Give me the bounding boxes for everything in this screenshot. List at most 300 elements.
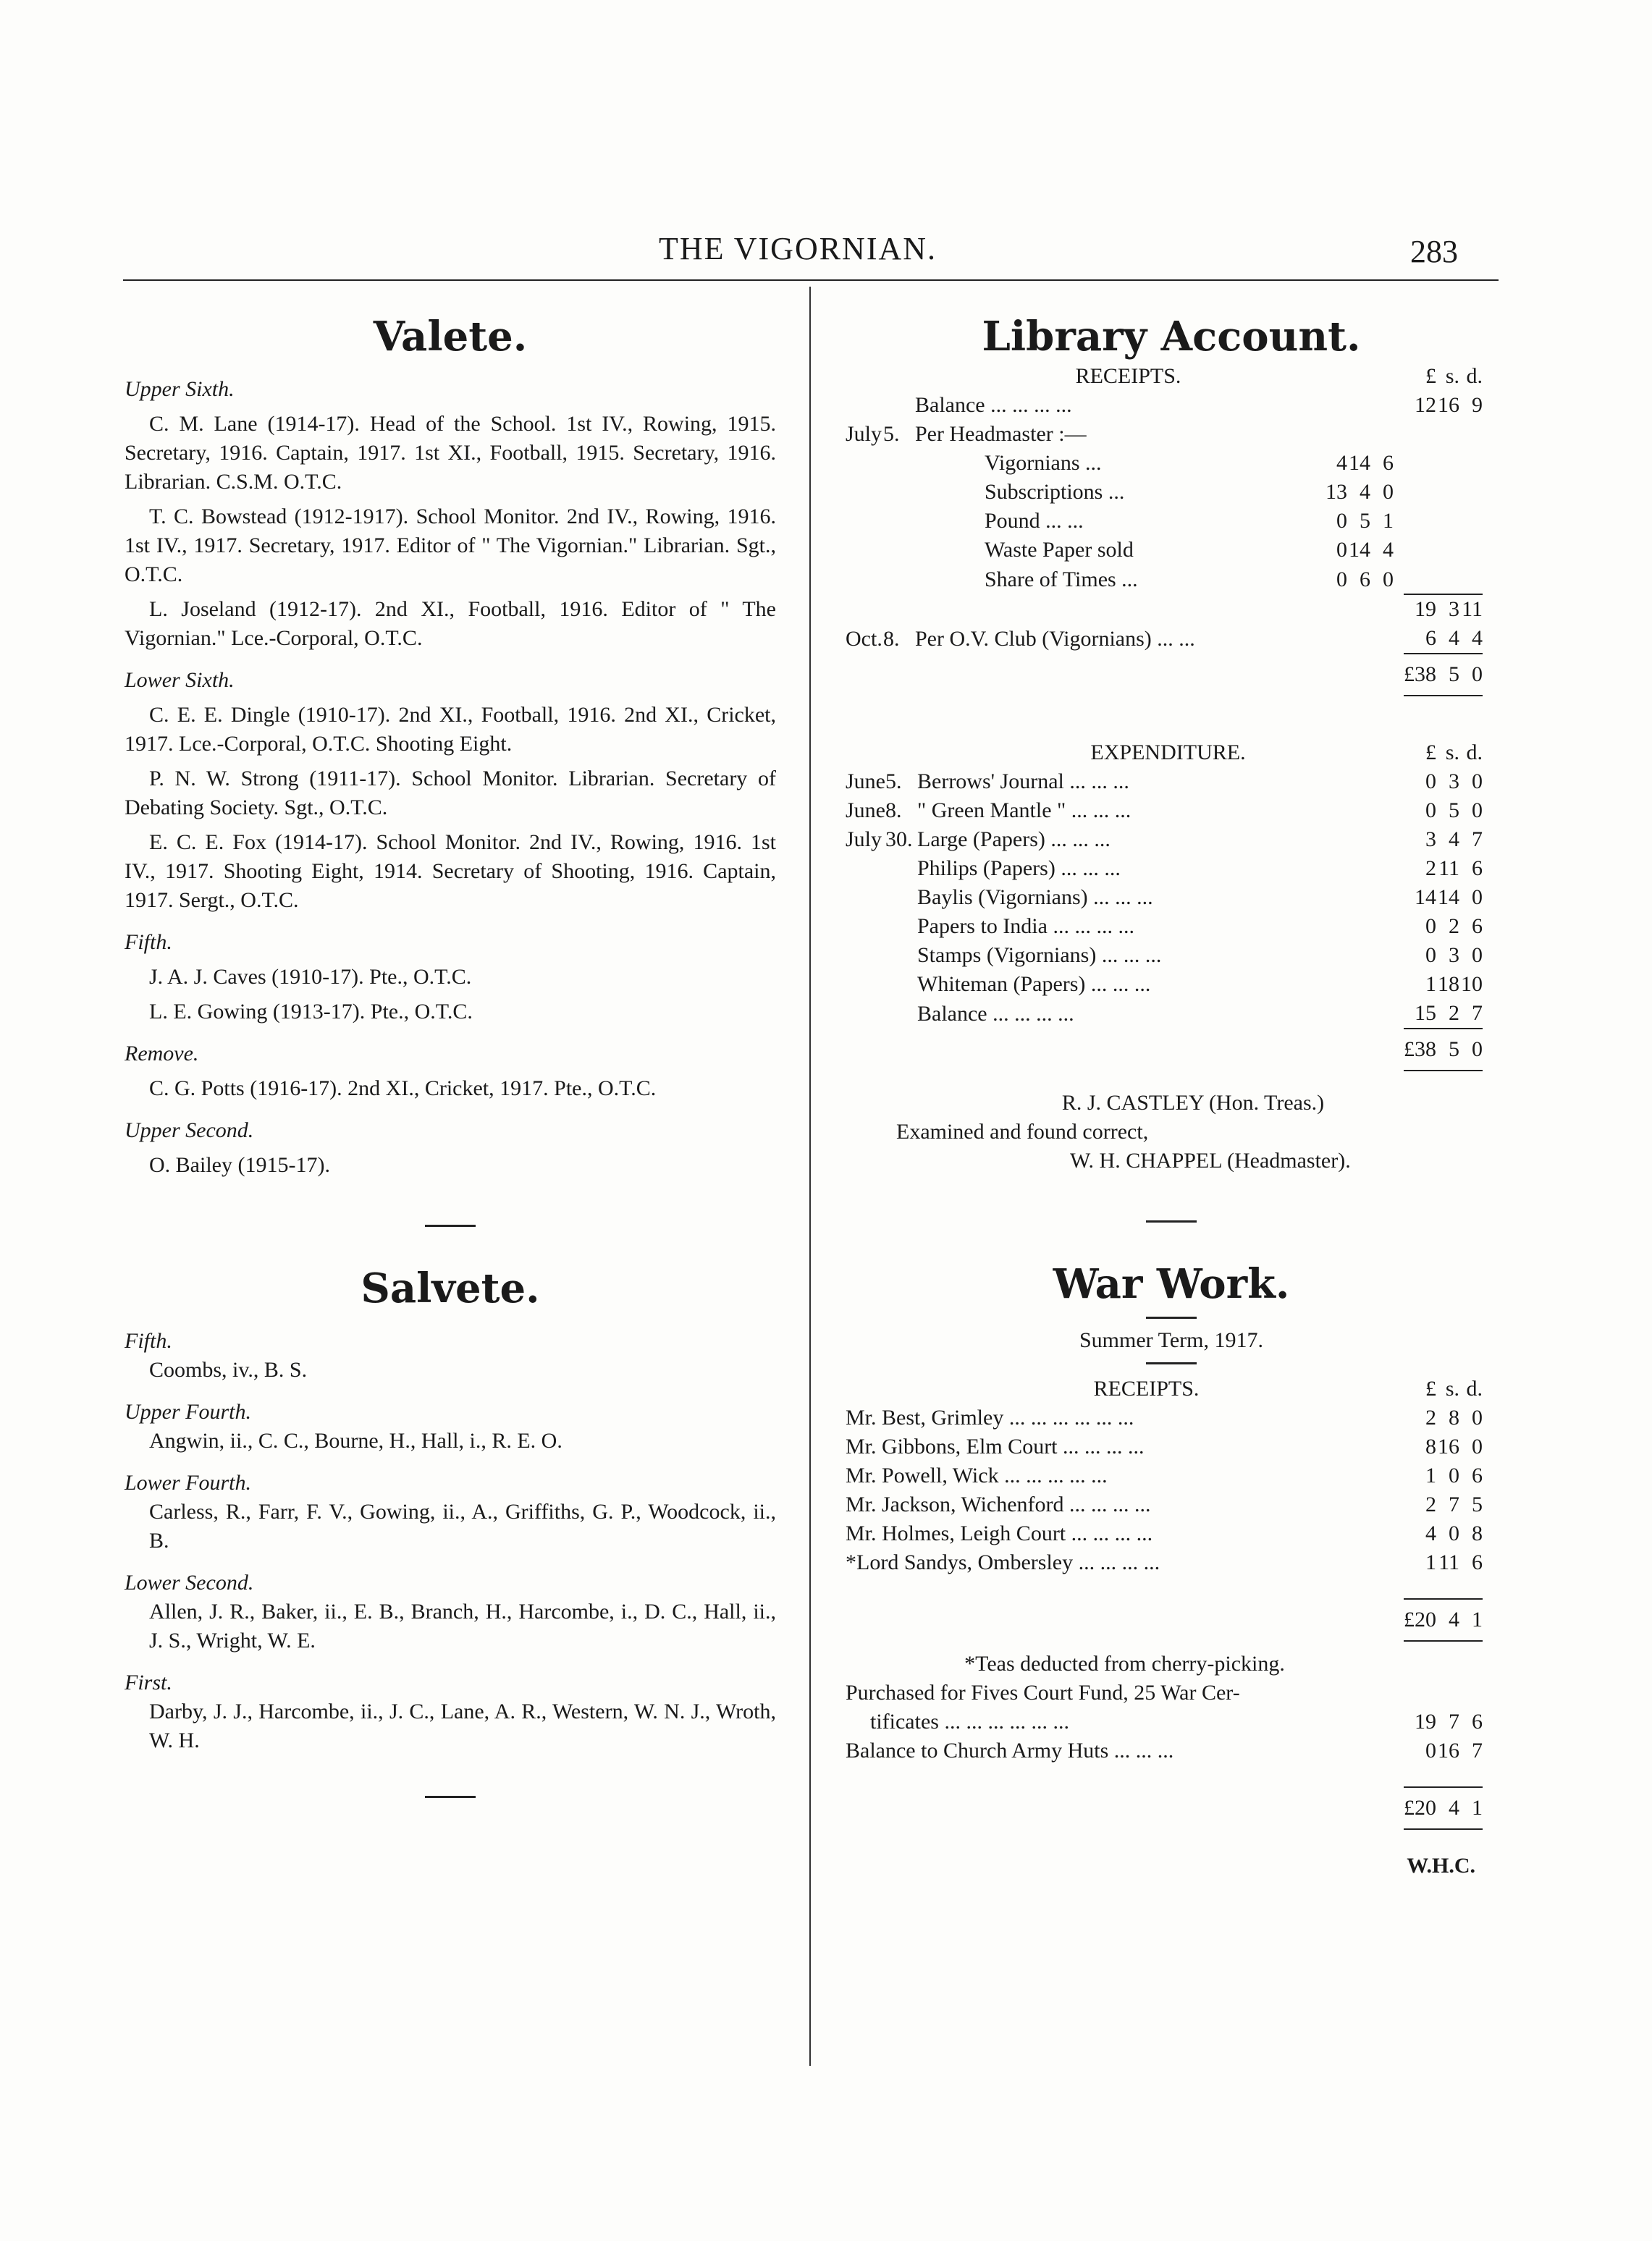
- amount-shillings: 3: [1449, 943, 1459, 967]
- purchase-label: Purchased for Fives Court Fund, 25 War Cer-: [846, 1681, 1240, 1705]
- receipt-row: [846, 449, 1483, 478]
- total-pounds: £38: [1404, 1029, 1436, 1071]
- valete-entry: C. M. Lane (1914-17). Head of the School. 1st IV., Rowing, 1915. Secretary, 1916. Captain, 1917. 1st XI., Football, 1915. Secretary, 1916. Librarian. C.S.M. O.T.C.: [125, 412, 776, 494]
- entry-day: [883, 391, 915, 420]
- receipt-row: [846, 420, 1483, 449]
- entry-month: July: [846, 827, 882, 851]
- amount-pounds: [1404, 478, 1436, 507]
- salvete-names: Coombs, iv., B. S.: [149, 1358, 308, 1382]
- sub-pounds: 0: [1336, 538, 1347, 562]
- entry-label: Philips (Papers) ... ... ...: [917, 856, 1121, 880]
- amount-shillings: 4: [1449, 626, 1459, 650]
- entry-day: 5.: [883, 422, 900, 446]
- expenditure-row: [846, 999, 1483, 1029]
- running-title: THE VIGORNIAN.: [659, 231, 937, 266]
- receipts-label: RECEIPTS.: [1093, 1377, 1200, 1401]
- expenditure-row: [846, 796, 1483, 825]
- receipt-row: [846, 565, 1483, 594]
- valete-entry: C. G. Potts (1916-17). 2nd XI., Cricket, 1917. Pte., O.T.C.: [149, 1076, 657, 1100]
- amount-shillings: [1436, 507, 1459, 536]
- entry-label: Balance ... ... ... ...: [915, 393, 1072, 417]
- entry-month: [846, 970, 885, 999]
- expenditure-row: [846, 941, 1483, 970]
- spacer: [846, 1599, 1404, 1641]
- amount-pounds: 0: [1425, 1739, 1436, 1763]
- spacer: [1394, 507, 1404, 536]
- amount-pounds: 14: [1415, 885, 1436, 909]
- amount-pence: 7: [1472, 1739, 1483, 1763]
- amount-pounds: 3: [1425, 827, 1436, 851]
- war-receipt-row: [846, 1519, 1483, 1548]
- amount-pounds: 0: [1425, 914, 1436, 938]
- total-pounds: £20: [1404, 1599, 1436, 1641]
- total-pounds: £20: [1404, 1787, 1436, 1829]
- war-receipt-row: [846, 1490, 1483, 1519]
- entry-label: *Lord Sandys, Ombersley ... ... ... ...: [846, 1550, 1160, 1574]
- sub-pounds: 4: [1336, 451, 1347, 475]
- entry-day: [885, 941, 917, 970]
- amount-pence: [1459, 536, 1483, 565]
- pound-sign: £: [1425, 364, 1436, 388]
- amount-shillings: 8: [1449, 1406, 1459, 1430]
- salvete-names: Allen, J. R., Baker, ii., E. B., Branch, H., Harcombe, i., D. C., Hall, ii., J. S., Wright, W. E.: [149, 1600, 776, 1653]
- entry-day: [883, 536, 915, 565]
- amount-shillings: 2: [1449, 914, 1459, 938]
- entry-label: Papers to India ... ... ... ...: [917, 914, 1134, 938]
- form-label: Upper Fourth.: [125, 1400, 251, 1424]
- total-pence: 1: [1459, 1787, 1483, 1829]
- amount-pence: 0: [1472, 1406, 1483, 1430]
- entry-label: Mr. Best, Grimley ... ... ... ... ... ...: [846, 1406, 1134, 1430]
- amount-pence: [1459, 565, 1483, 594]
- footnote: *Teas deducted from cherry-picking.: [964, 1652, 1285, 1676]
- valete-entry: E. C. E. Fox (1914-17). School Monitor. 2nd IV., Rowing, 1916. 1st IV., 1917. Shooting Eight, 1914. Secretary of Shooting, 1916. Captain, 1917. Sergt., O.T.C.: [125, 830, 776, 912]
- amount-shillings: 18: [1438, 972, 1459, 996]
- total-pounds: £38: [1404, 654, 1436, 696]
- amount-shillings: [1436, 536, 1459, 565]
- total-pence: 0: [1459, 1029, 1483, 1071]
- sub-pence: [1370, 420, 1394, 449]
- spacer: [1394, 654, 1404, 696]
- entry-month: [846, 912, 885, 941]
- entry-month: [846, 941, 885, 970]
- page-number: 283: [1410, 234, 1458, 269]
- pence-label: d.: [1466, 1377, 1483, 1401]
- sub-pence: 4: [1383, 538, 1394, 562]
- valete-entry: L. Joseland (1912-17). 2nd XI., Football, 1916. Editor of " The Vigornian." Lce.-Corporal, O.T.C.: [125, 597, 776, 650]
- sub-shillings: [1347, 391, 1370, 420]
- receipt-row: [846, 391, 1483, 420]
- entry-day: 5.: [885, 769, 902, 793]
- entry-month: [846, 507, 883, 536]
- entry-month: June: [846, 798, 885, 822]
- sub-pence: 0: [1383, 567, 1394, 591]
- valete-entry: T. C. Bowstead (1912-1917). School Monitor. 2nd IV., Rowing, 1916. 1st IV., 1917. Secretary, 1917. Editor of " The Vigornian." Librarian. Sgt., O.T.C.: [125, 505, 776, 586]
- column-divider: [809, 287, 811, 2066]
- total-shillings: 5: [1436, 1029, 1459, 1071]
- shilling-label: s.: [1445, 364, 1459, 388]
- section-rule: [425, 1796, 476, 1798]
- amount-pounds: 15: [1415, 1001, 1436, 1025]
- examined-note: Examined and found correct,: [896, 1120, 1149, 1144]
- expenditure-row: [846, 883, 1483, 912]
- spacer: [1347, 654, 1370, 696]
- amount-pounds: [1404, 507, 1436, 536]
- amount-shillings: [1436, 478, 1459, 507]
- amount-pence: 0: [1472, 943, 1483, 967]
- left-column: [125, 311, 776, 1834]
- entry-day: [885, 912, 917, 941]
- entry-label: [915, 594, 1324, 624]
- amount-shillings: 11: [1438, 1550, 1459, 1574]
- form-label: Lower Sixth.: [125, 668, 235, 692]
- entry-day: [885, 883, 917, 912]
- sub-shillings: 4: [1360, 480, 1370, 504]
- valete-entry: J. A. J. Caves (1910-17). Pte., O.T.C.: [149, 965, 472, 989]
- receipts-total-row: [846, 654, 1483, 696]
- amount-pounds: 0: [1425, 798, 1436, 822]
- amount-shillings: 2: [1449, 1001, 1459, 1025]
- entry-day: 30.: [885, 827, 913, 851]
- amount-pence: 9: [1472, 393, 1483, 417]
- amount-pence: 7: [1472, 827, 1483, 851]
- sub-pounds: 0: [1336, 509, 1347, 533]
- total-shillings: 5: [1436, 654, 1459, 696]
- amount-pounds: 1: [1425, 972, 1436, 996]
- sub-pence: 1: [1383, 509, 1394, 533]
- amount-shillings: 7: [1449, 1493, 1459, 1516]
- amount-pounds: [1404, 420, 1436, 449]
- receipt-row: [846, 478, 1483, 507]
- entry-day: [883, 565, 915, 594]
- expenditure-row: [846, 825, 1483, 854]
- pence-label: d.: [1466, 364, 1483, 388]
- sub-shillings: [1347, 624, 1370, 654]
- entry-label: Mr. Powell, Wick ... ... ... ... ...: [846, 1464, 1108, 1487]
- entry-day: [883, 507, 915, 536]
- spacer: [917, 1029, 1404, 1071]
- spacer: [1394, 449, 1404, 478]
- pound-sign: £: [1425, 740, 1436, 764]
- amount-pence: 0: [1472, 798, 1483, 822]
- headmaster-signature: W. H. CHAPPEL (Headmaster).: [1070, 1149, 1351, 1173]
- form-label: Remove.: [125, 1042, 199, 1065]
- sub-pence: [1370, 391, 1394, 420]
- shilling-label: s.: [1445, 740, 1459, 764]
- entry-label: Berrows' Journal ... ... ...: [917, 769, 1129, 793]
- entry-day: [885, 970, 917, 999]
- salvete-names: Angwin, ii., C. C., Bourne, H., Hall, i., R. E. O.: [149, 1429, 562, 1453]
- amount-pounds: 12: [1415, 393, 1436, 417]
- receipt-row: [846, 594, 1483, 624]
- war-receipt-row: [846, 1548, 1483, 1577]
- valete-entry: O. Bailey (1915-17).: [149, 1153, 330, 1177]
- entry-month: [846, 478, 883, 507]
- amount-shillings: [1436, 565, 1459, 594]
- total-pence: 0: [1459, 654, 1483, 696]
- sub-shillings: 5: [1360, 509, 1370, 533]
- amount-pence: 11: [1459, 594, 1483, 624]
- sub-pounds: 13: [1326, 480, 1347, 504]
- balance-label: Balance to Church Army Huts ... ... ...: [846, 1739, 1174, 1763]
- entry-label: Share of Times ...: [985, 567, 1138, 591]
- war-receipt-row: [846, 1432, 1483, 1461]
- spacer: [1370, 654, 1394, 696]
- purchase-row: [846, 1679, 1483, 1708]
- amount-pence: 6: [1472, 914, 1483, 938]
- war-subtotal-row: [846, 1599, 1483, 1641]
- expenditure-total-row: [846, 1029, 1483, 1071]
- amount-pence: 6: [1472, 1464, 1483, 1487]
- form-label: First.: [125, 1671, 172, 1695]
- amount-pounds: 1: [1425, 1550, 1436, 1574]
- receipt-row: [846, 536, 1483, 565]
- entry-month: [846, 999, 885, 1029]
- amount-pounds: 19: [1415, 1710, 1436, 1734]
- sub-pounds: [1324, 594, 1347, 624]
- entry-label: Whiteman (Papers) ... ... ...: [917, 972, 1151, 996]
- purchase-amount-row: [846, 1708, 1483, 1736]
- war-work-table: [846, 1375, 1483, 1830]
- amount-pence: 6: [1472, 1710, 1483, 1734]
- valete-heading: Valete.: [373, 313, 528, 360]
- heading-rule: [1146, 1317, 1197, 1319]
- form-label: Lower Second.: [125, 1571, 254, 1595]
- spacer: [1394, 624, 1404, 654]
- form-label: Fifth.: [125, 930, 172, 954]
- entry-month: [846, 391, 883, 420]
- amount-pence: 0: [1472, 1435, 1483, 1459]
- amount-pence: [1459, 478, 1483, 507]
- sub-pence: [1370, 594, 1394, 624]
- amount-pence: [1459, 507, 1483, 536]
- entry-label: Baylis (Vigornians) ... ... ...: [917, 885, 1153, 909]
- entry-label: Mr. Holmes, Leigh Court ... ... ... ...: [846, 1522, 1153, 1545]
- amount-pounds: 2: [1425, 1406, 1436, 1430]
- amount-shillings: [1436, 420, 1459, 449]
- salvete-heading: Salvete.: [361, 1265, 540, 1312]
- entry-label: Per O.V. Club (Vigornians) ... ...: [915, 627, 1195, 651]
- expenditure-row: [846, 767, 1483, 796]
- amount-pence: 6: [1472, 856, 1483, 880]
- spacer: [885, 1029, 917, 1071]
- amount-pounds: 19: [1404, 594, 1436, 624]
- salvete-names: Carless, R., Farr, F. V., Gowing, ii., A., Griffiths, G. P., Woodcock, ii., B.: [149, 1500, 776, 1553]
- entry-label: Stamps (Vigornians) ... ... ...: [917, 943, 1162, 967]
- amount-pounds: 0: [1425, 943, 1436, 967]
- salvete-names: Darby, J. J., Harcombe, ii., J. C., Lane, A. R., Western, W. N. J., Wroth, W. H.: [149, 1700, 776, 1752]
- spacer: [1394, 478, 1404, 507]
- expenditure-row: [846, 912, 1483, 941]
- war-receipt-row: [846, 1404, 1483, 1432]
- sub-shillings: 6: [1360, 567, 1370, 591]
- pound-sign: £: [1425, 1377, 1436, 1401]
- amount-pounds: 1: [1425, 1464, 1436, 1487]
- entry-month: Oct.: [846, 627, 882, 651]
- spacer: [1394, 391, 1404, 420]
- entry-month: [846, 854, 885, 883]
- sub-shillings: 14: [1349, 451, 1370, 475]
- shilling-label: s.: [1445, 1377, 1459, 1401]
- amount-pounds: 6: [1425, 626, 1436, 650]
- receipts-label: RECEIPTS.: [1075, 364, 1181, 388]
- form-label: Upper Sixth.: [125, 377, 235, 401]
- receipt-row: [846, 507, 1483, 536]
- valete-entry: L. E. Gowing (1913-17). Pte., O.T.C.: [149, 1000, 473, 1024]
- entry-label: Mr. Jackson, Wichenford ... ... ... ...: [846, 1493, 1151, 1516]
- form-label: Upper Second.: [125, 1118, 254, 1142]
- amount-pounds: [1404, 449, 1436, 478]
- expenditure-label: EXPENDITURE.: [1090, 740, 1246, 764]
- entry-month: July: [846, 422, 882, 446]
- amount-shillings: 0: [1449, 1522, 1459, 1545]
- purchase-label-cont: tificates ... ... ... ... ... ...: [870, 1710, 1069, 1734]
- entry-month: June: [846, 769, 885, 793]
- right-column: [846, 311, 1497, 1881]
- war-work-term: Summer Term, 1917.: [1079, 1328, 1263, 1352]
- entry-label: Per Headmaster :—: [915, 422, 1087, 446]
- library-heading: Library Account.: [982, 313, 1361, 360]
- entry-day: [883, 478, 915, 507]
- amount-pence: 5: [1472, 1493, 1483, 1516]
- spacer: [1394, 536, 1404, 565]
- initials: W.H.C.: [1407, 1854, 1475, 1878]
- entry-month: [846, 883, 885, 912]
- spacer: [1324, 654, 1347, 696]
- header-rule: [123, 279, 1499, 281]
- entry-day: [885, 999, 917, 1029]
- amount-pence: 10: [1461, 972, 1483, 996]
- amount-pence: 0: [1472, 885, 1483, 909]
- section-rule: [1146, 1220, 1197, 1223]
- amount-pounds: [1404, 565, 1436, 594]
- entry-label: Subscriptions ...: [985, 480, 1125, 504]
- amount-pounds: 0: [1425, 769, 1436, 793]
- amount-pounds: 4: [1425, 1522, 1436, 1545]
- amount-pence: 8: [1472, 1522, 1483, 1545]
- entry-month: [846, 565, 883, 594]
- heading-rule: [1146, 1362, 1197, 1364]
- spacer: [1394, 594, 1404, 624]
- entry-label: " Green Mantle " ... ... ...: [917, 798, 1131, 822]
- footnote-row: [846, 1641, 1483, 1679]
- spacer: [915, 654, 1324, 696]
- war-work-heading: War Work.: [1053, 1260, 1290, 1308]
- spacer-row: [846, 1765, 1483, 1787]
- entry-month: [846, 449, 883, 478]
- entry-day: [883, 449, 915, 478]
- amount-pence: 7: [1472, 1001, 1483, 1025]
- spacer-row: [846, 1577, 1483, 1599]
- form-label: Fifth.: [125, 1329, 172, 1353]
- entry-month: [846, 594, 883, 624]
- entry-label: Large (Papers) ... ... ...: [917, 827, 1111, 851]
- entry-day: [883, 594, 915, 624]
- entry-label: Mr. Gibbons, Elm Court ... ... ... ...: [846, 1435, 1145, 1459]
- amount-shillings: 16: [1438, 393, 1459, 417]
- total-pence: 1: [1459, 1599, 1483, 1641]
- entry-label: Vigornians ...: [985, 451, 1102, 475]
- amount-pounds: 2: [1425, 1493, 1436, 1516]
- war-receipt-row: [846, 1461, 1483, 1490]
- sub-shillings: [1347, 420, 1370, 449]
- entry-label: Pound ... ...: [985, 509, 1084, 533]
- amount-pence: [1459, 449, 1483, 478]
- total-shillings: 4: [1436, 1599, 1459, 1641]
- spacer: [883, 654, 915, 696]
- valete-entry: P. N. W. Strong (1911-17). School Monitor. Librarian. Secretary of Debating Society. Sgt., O.T.C.: [125, 767, 776, 819]
- entry-day: 8.: [883, 627, 900, 651]
- amount-shillings: 3: [1449, 769, 1459, 793]
- library-expenditure-table: [846, 738, 1483, 1071]
- valete-section: [125, 375, 776, 1180]
- sub-pounds: 0: [1336, 567, 1347, 591]
- sub-pence: 0: [1383, 480, 1394, 504]
- amount-shillings: 7: [1449, 1710, 1459, 1734]
- entry-label: Balance ... ... ... ...: [917, 1002, 1074, 1026]
- sub-shillings: 14: [1349, 538, 1370, 562]
- amount-shillings: 3: [1436, 594, 1459, 624]
- spacer: [846, 1765, 1404, 1787]
- sub-pence: [1370, 624, 1394, 654]
- amount-shillings: 16: [1438, 1435, 1459, 1459]
- amount-shillings: [1436, 449, 1459, 478]
- amount-shillings: 0: [1449, 1464, 1459, 1487]
- spacer: [846, 1029, 885, 1071]
- sub-pounds: [1324, 420, 1347, 449]
- salvete-section: [125, 1327, 776, 1755]
- entry-label: Waste Paper sold: [985, 538, 1134, 562]
- entry-month: [846, 536, 883, 565]
- spacer: [1394, 565, 1404, 594]
- amount-pounds: [1404, 536, 1436, 565]
- library-receipts-table: [846, 362, 1483, 696]
- valete-entry: C. E. E. Dingle (1910-17). 2nd XI., Football, 1916. 2nd XI., Cricket, 1917. Lce.-Corporal, O.T.C. Shooting Eight.: [125, 703, 776, 756]
- amount-pence: 6: [1472, 1550, 1483, 1574]
- balance-row: [846, 1736, 1483, 1765]
- amount-pounds: 8: [1425, 1435, 1436, 1459]
- sub-pounds: [1324, 391, 1347, 420]
- expenditure-row: [846, 970, 1483, 999]
- pence-label: d.: [1466, 740, 1483, 764]
- section-rule: [425, 1225, 476, 1227]
- form-label: Lower Fourth.: [125, 1471, 252, 1495]
- amount-shillings: 16: [1438, 1739, 1459, 1763]
- entry-day: [885, 854, 917, 883]
- receipt-row: [846, 624, 1483, 654]
- amount-pounds: 2: [1425, 856, 1436, 880]
- spacer: [846, 1787, 1404, 1829]
- spacer: [846, 654, 883, 696]
- total-shillings: 4: [1436, 1787, 1459, 1829]
- spacer: [846, 1577, 1404, 1599]
- amount-pence: 0: [1472, 769, 1483, 793]
- amount-shillings: 14: [1438, 885, 1459, 909]
- amount-shillings: 5: [1449, 798, 1459, 822]
- amount-pence: [1459, 420, 1483, 449]
- sub-pence: 6: [1383, 451, 1394, 475]
- amount-pence: 4: [1472, 626, 1483, 650]
- amount-shillings: 4: [1449, 827, 1459, 851]
- treasurer-signature: R. J. CASTLEY (Hon. Treas.): [1061, 1091, 1325, 1115]
- entry-day: 8.: [885, 798, 902, 822]
- sub-shillings: [1347, 594, 1370, 624]
- sub-pounds: [1324, 624, 1347, 654]
- war-total-row: [846, 1787, 1483, 1829]
- spacer: [1394, 420, 1404, 449]
- amount-shillings: 11: [1438, 856, 1459, 880]
- expenditure-row: [846, 854, 1483, 883]
